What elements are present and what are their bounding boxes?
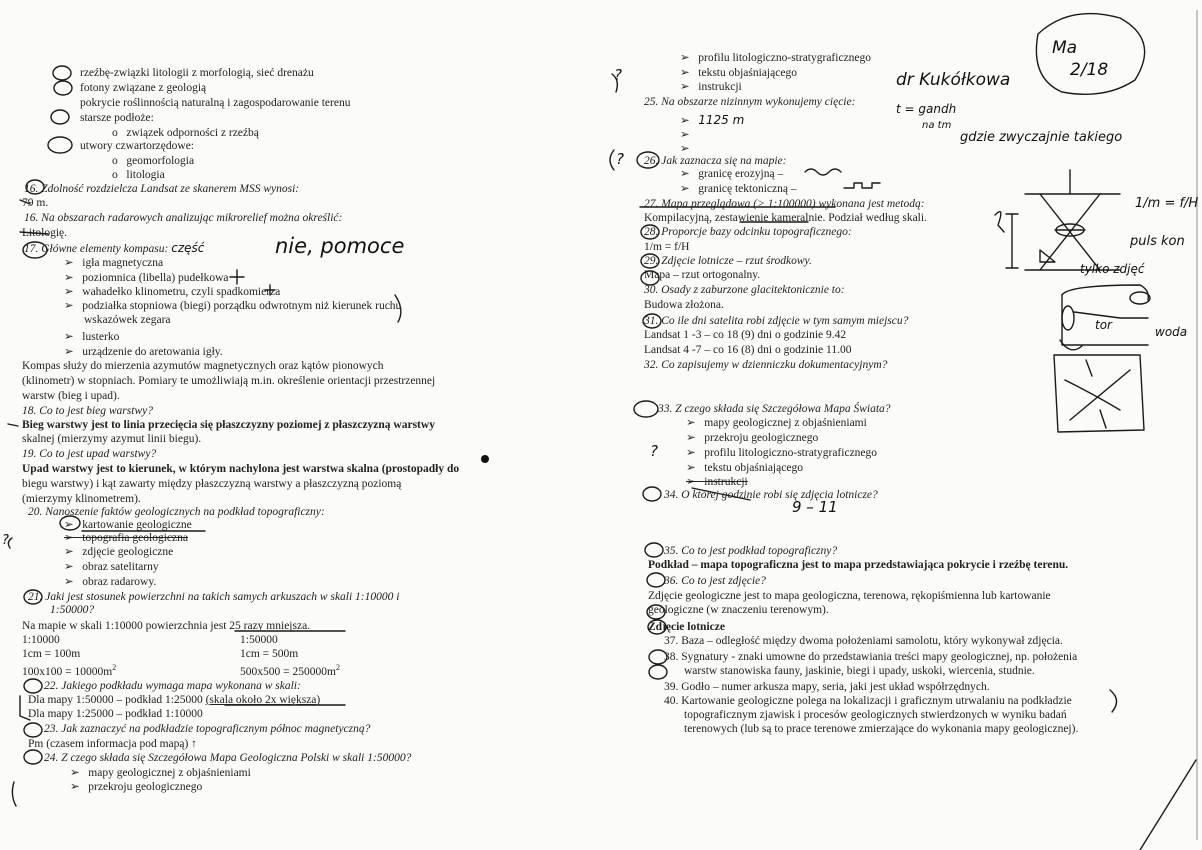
list-item-text: związek odporności z rzeźbą — [126, 127, 259, 139]
answer-22 — [28, 693, 320, 707]
question-22: 22. Jakiego podkładu wymaga mapa wykonana w skali: — [44, 680, 301, 692]
list-item: o związek odporności z rzeźbą — [112, 127, 259, 139]
question-26: 26. Jak zaznacza się na mapie: — [644, 155, 787, 167]
answer-19: Upad warstwy jest to kierunek, w którym nachylona jest warstwa skalna (prostopadły do — [22, 463, 460, 475]
question-29: 29. Zdjęcie lotnicze – rzut środkowy. — [644, 255, 812, 267]
handwritten-note: woda — [1155, 325, 1188, 339]
answer-21: Na mapie w skali 1:10000 powierzchnia jest 25 razy mniejsza. — [22, 620, 311, 632]
question-mark: ? — [616, 150, 624, 168]
list-item: ➢ tekstu objaśniającego — [686, 462, 803, 474]
list-item: starsze podłoże: — [80, 112, 154, 124]
list-item-text: igła magnetyczna — [82, 257, 164, 269]
answer-31-continued: Landsat 4 -7 – co 16 (8) dni o godzinie 11.00 — [644, 344, 852, 356]
list-item: ➢ tekstu objaśniającego — [680, 67, 797, 79]
answer-16b: Litologię. — [22, 227, 68, 239]
question-24: 24. Z czego składa się Szczegółowa Mapa Geologiczna Polski w skali 1:50000? — [44, 752, 412, 764]
section-heading: Zdjęcie lotnicze — [648, 621, 725, 633]
right-page — [600, 0, 1202, 850]
definition-37: 37. Baza – odległość między dwoma położeniami samolotu, który wykonywał zdjęcia. — [664, 635, 1063, 647]
handwritten-note: 1/m = f/H — [1135, 196, 1199, 211]
scale-cell: 1:50000 — [240, 634, 278, 646]
answer-18: Bieg warstwy jest to linia przecięcia się płaszczyzny poziomej z płaszczyzną warstwy — [22, 419, 435, 431]
question-34: 34. O której godzinie robi się zdjęcia lotnicze? — [664, 489, 878, 501]
answer-22-note: (skala około 2x większa) — [205, 694, 321, 706]
answer-29: Mapa – rzut ortogonalny. — [644, 269, 761, 281]
handwritten-note: nie, pomoce — [275, 234, 405, 258]
handwritten-note: 2/18 — [1070, 60, 1109, 80]
list-item-text: zdjęcie geologiczne — [82, 546, 174, 558]
handwritten-note: na tm — [922, 120, 952, 131]
list-item: ➢ obraz radarowy. — [64, 576, 157, 588]
answer-25: 1125 m — [698, 113, 745, 127]
handwritten-note: tor — [1095, 318, 1112, 332]
list-item: ➢ zdjęcie geologiczne — [64, 546, 174, 558]
question-20: 20. Nanoszenie faktów geologicznych na podkład topograficzny: — [28, 506, 325, 518]
list-item-text: obraz radarowy. — [82, 576, 157, 588]
definition-40-continued: topograficznym zjawisk i procesów geologicznych stwierdzonych w wyniku badań — [684, 709, 1067, 721]
list-item-text: poziomnica (libella) pudełkowa — [82, 272, 229, 284]
list-item-empty: ➢ — [680, 143, 690, 155]
list-item-text: przekroju geologicznego — [704, 432, 819, 444]
list-item: ➢ profilu litologiczno-stratygraficznego — [686, 447, 878, 459]
question-16: 16. Zdolność rozdzielcza Landsat ze skanerem MSS wynosi: — [24, 183, 300, 195]
list-item: ➢ lusterko — [64, 331, 120, 343]
list-item: pokrycie roślinnością naturalną i zagospodarowanie terenu — [80, 97, 351, 109]
answer-22-continued: Dla mapy 1:25000 – podkład 1:10000 — [28, 708, 203, 720]
list-item-text: mapy geologicznej z objaśnieniami — [88, 767, 251, 779]
handwritten-note: dr Kukółkowa — [896, 70, 1011, 90]
handwritten-note: Ma — [1052, 38, 1078, 58]
list-item: ➢ mapy geologicznej z objaśnieniami — [70, 767, 251, 779]
list-item: ➢ profilu litologiczno-stratygraficznego — [680, 52, 872, 64]
definition-38: 38. Sygnatury - znaki umowne do przedstawiania treści mapy geologicznej, np. położenia — [664, 651, 1078, 663]
definition-39: 39. Godło – numer arkusza mapy, seria, jaki jest układ współrzędnych. — [664, 681, 990, 693]
list-item-text: litologia — [126, 169, 165, 181]
list-item: ➢ przekroju geologicznego — [70, 781, 203, 793]
list-item: ➢ granicę erozyjną – — [680, 168, 784, 180]
list-item: ➢ mapy geologicznej z objaśnieniami — [686, 417, 867, 429]
scale-value: 500x500 = 250000m — [240, 665, 336, 678]
question-23: 23. Jak zaznaczyć na podkładzie topograficznym północ magnetyczną? — [44, 723, 371, 735]
list-item-text: tekstu objaśniającego — [704, 462, 803, 474]
answer-23: Pm (czasem informacja pod mapą) ↑ — [28, 738, 197, 750]
question-30: 30. Osady z zaburzone glacitektonicznie to: — [644, 284, 845, 296]
answer-27: Kompilacyjną, zestawienie kameralnie. Podział według skali. — [644, 212, 927, 224]
question-mark: ? — [2, 533, 9, 548]
answer-36: Zdjęcie geologiczne jest to mapa geologiczna, terenowa, rękopiśmienna lub kartowanie — [648, 590, 1051, 602]
answer-19-continued: (mierzymy klinometrem). — [22, 493, 141, 505]
handwritten-note: t = gandh — [896, 102, 957, 116]
list-item: ➢ instrukcji — [686, 476, 748, 488]
left-page — [0, 0, 600, 850]
list-item: ➢ wahadełko klinometru, czyli spadkomierza — [64, 286, 281, 298]
handwritten-note: tylko zdjęć — [1080, 262, 1145, 276]
list-item-text: lusterko — [82, 331, 120, 343]
list-item-text: kartowanie geologiczne — [82, 519, 192, 531]
list-item: ➢ igła magnetyczna — [64, 257, 164, 269]
answer-30: Budowa złożona. — [644, 299, 724, 311]
list-item-empty: ➢ — [680, 129, 690, 141]
handwritten-note: gdzie zwyczajnie takiego — [960, 130, 1123, 145]
list-item: ➢ instrukcji — [680, 81, 742, 93]
paragraph-line: (klinometr) w stopniach. Pomiary te umożliwiają m.in. określenie orientacji przestrzennej — [22, 375, 436, 387]
answer-28: 1/m = f/H — [644, 241, 690, 253]
list-item-text: przekroju geologicznego — [88, 781, 203, 793]
definition-40: 40. Kartowanie geologiczne polega na lokalizacji i graficznym utrwalaniu na podkładzie — [664, 695, 1072, 707]
list-item: ➢ topografia geologiczna — [64, 532, 188, 544]
paragraph-line: Kompas służy do mierzenia azymutów magnetycznych oraz kątów pionowych — [22, 360, 384, 372]
answer-36-continued: geologiczne (w znaczeniu terenowym). — [648, 604, 829, 616]
list-item: o geomorfologia — [112, 155, 195, 167]
question-35: 35. Co to jest podkład topograficzny? — [664, 545, 838, 557]
list-item-continued: wskazówek zegara — [84, 314, 171, 326]
list-item: o litologia — [112, 169, 165, 181]
list-item-text: profilu litologiczno-stratygraficznego — [704, 447, 878, 459]
superscript: 2 — [335, 663, 340, 672]
list-item: ➢ granicę tektoniczną – — [680, 183, 797, 195]
scale-cell — [22, 661, 116, 679]
question-27: 27. Mapa przeglądowa (> 1:100000) wykonana jest metodą: — [644, 198, 925, 210]
list-item-text: urządzenie do aretowania igły. — [82, 346, 223, 358]
superscript: 2 — [112, 663, 117, 672]
list-item: ➢ urządzenie do aretowania igły. — [64, 346, 223, 358]
question-36: 36. Co to jest zdjęcie? — [664, 575, 766, 587]
question-mark: ? — [650, 442, 658, 460]
list-item: ➢ podziałka stopniowa (biegi) porządku odwrotnym niż kierunek ruchu — [64, 300, 402, 312]
handwritten-note: puls kon — [1130, 234, 1185, 249]
ink-blot — [481, 455, 489, 463]
list-item-text: geomorfologia — [126, 155, 195, 167]
answer-22-text: Dla mapy 1:50000 – podkład 1:25000 — [28, 694, 203, 706]
question-17-text: 17. Główne elementy kompasu: — [24, 243, 169, 255]
list-item-text: podziałka stopniowa (biegi) porządku odwrotnym niż kierunek ruchu — [82, 300, 402, 312]
scale-cell: 1cm = 100m — [22, 648, 81, 660]
list-item-text: granicę tektoniczną – — [698, 183, 797, 195]
question-21-continued: 1:50000? — [50, 604, 95, 616]
question-18: 18. Co to jest bieg warstwy? — [22, 405, 153, 417]
answer-34: 9 – 11 — [792, 498, 838, 516]
question-mark: ? — [614, 66, 622, 84]
list-item-text: obraz satelitarny — [82, 561, 159, 573]
list-item-text: granicę erozyjną – — [698, 168, 784, 180]
definition-40-continued: terenowych (lub są to prace terenowe zmierzające do wykonania mapy geologicznej). — [684, 723, 1079, 735]
scale-value: 100x100 = 10000m — [22, 665, 113, 678]
question-21: 21. Jaki jest stosunek powierzchni na takich samych arkuszach w skali 1:10000 i — [28, 591, 400, 603]
scale-cell: 1cm = 500m — [240, 648, 299, 660]
answer-18-continued: skalnej (mierzymy azymut linii biegu). — [22, 433, 202, 445]
list-item: ➢ obraz satelitarny — [64, 561, 159, 573]
question-31: 31. Co ile dni satelita robi zdjęcie w tym samym miejscu? — [644, 315, 909, 327]
definition-38-continued: warstw stanowiska fauny, jaskinie, biegi i upady, uskoki, wiercenia, studnie. — [684, 665, 1035, 677]
list-item-text: instrukcji — [698, 81, 742, 93]
list-item: utwory czwartorzędowe: — [80, 140, 194, 152]
question-17-note: część — [171, 241, 205, 255]
list-item: ➢ przekroju geologicznego — [686, 432, 819, 444]
list-item: fotony związane z geologią — [80, 82, 207, 94]
scale-cell: 1:10000 — [22, 634, 60, 646]
list-item: rzeźbę-związki litologii z morfologią, sieć drenażu — [80, 67, 314, 79]
answer-35: Podkład – mapa topograficzna jest to mapa przedstawiająca pokrycie i rzeźbę terenu. — [648, 559, 1069, 571]
question-33: 33. Z czego składa się Szczegółowa Mapa Świata? — [658, 403, 891, 415]
question-32: 32. Co zapisujemy w dzienniczku dokumentacyjnym? — [644, 359, 888, 371]
answer-19-continued: biegu warstwy) i kąt zawarty między płaszczyzną warstwy a płaszczyzną poziomą — [22, 478, 402, 490]
list-item: ➢ 1125 m — [680, 113, 745, 127]
list-item: ➢ poziomnica (libella) pudełkowa — [64, 272, 229, 284]
answer-31: Landsat 1 -3 – co 18 (9) dni o godzinie 9.42 — [644, 329, 847, 341]
list-item-text: wahadełko klinometru, czyli spadkomierza — [82, 286, 281, 298]
page-edge — [1196, 10, 1198, 840]
question-19: 19. Co to jest upad warstwy? — [22, 448, 157, 460]
question-25: 25. Na obszarze nizinnym wykonujemy cięcie: — [644, 96, 856, 108]
list-item-text: mapy geologicznej z objaśnieniami — [704, 417, 867, 429]
list-item-text: instrukcji — [704, 476, 748, 488]
question-16b: 16. Na obszarach radarowych analizując mikrorelief można określić: — [24, 212, 343, 224]
question-28: 28. Proporcje bazy odcinku topograficznego: — [644, 226, 852, 238]
list-item: ➢ kartowanie geologiczne — [64, 519, 192, 531]
question-17 — [24, 241, 204, 256]
list-item-text: topografia geologiczna — [82, 532, 188, 544]
list-item-text: profilu litologiczno-stratygraficznego — [698, 52, 872, 64]
scale-cell — [240, 661, 340, 679]
list-item-text: tekstu objaśniającego — [698, 67, 797, 79]
paragraph-line: warstw (bieg i upad). — [22, 390, 120, 402]
answer-16: 79 m. — [22, 197, 49, 209]
